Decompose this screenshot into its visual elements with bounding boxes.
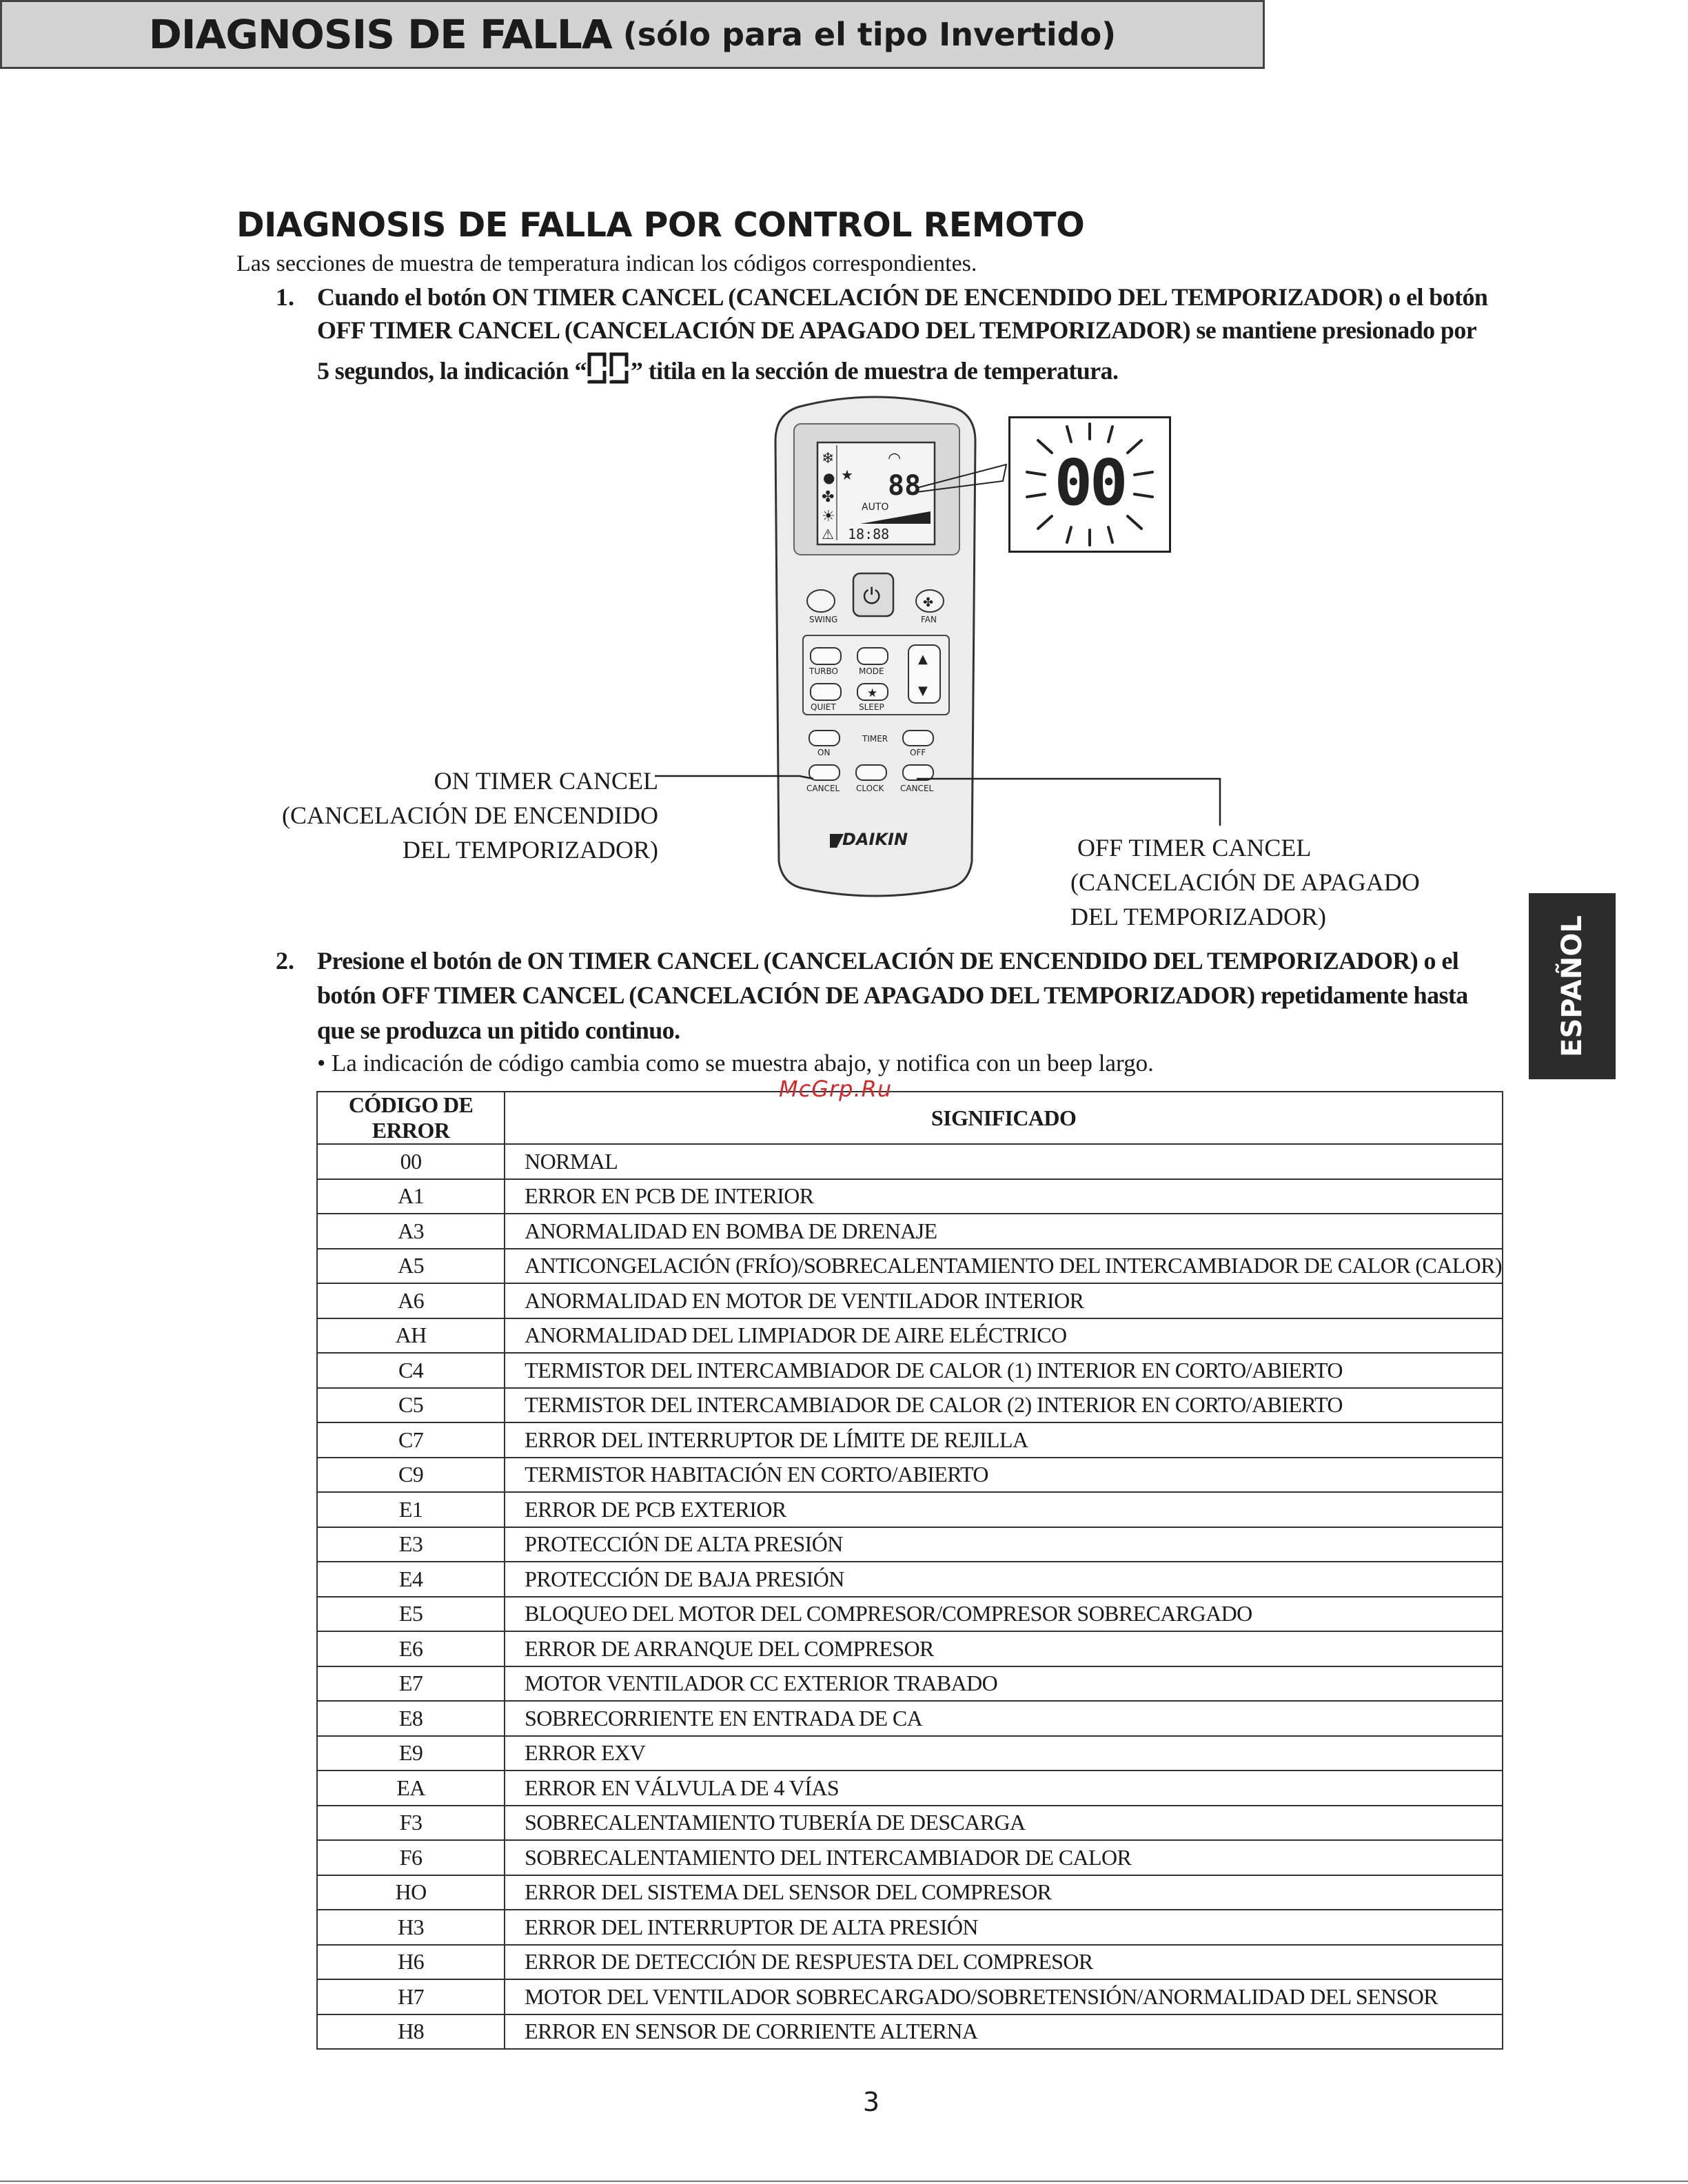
- error-meaning-cell: BLOQUEO DEL MOTOR DEL COMPRESOR/COMPRESOR SOBRECARGADO: [505, 1597, 1503, 1632]
- error-code-cell: E9: [317, 1736, 505, 1771]
- table-row: [317, 1666, 1503, 1702]
- error-meaning-cell: ANORMALIDAD EN BOMBA DE DRENAJE: [505, 1214, 1503, 1249]
- table-row: [317, 1249, 1503, 1284]
- star-icon: ★: [867, 686, 878, 700]
- table-row: [317, 2014, 1503, 2050]
- turbo-button: [811, 648, 841, 664]
- table-row: [317, 1458, 1503, 1493]
- lcd-clock: 18:88: [848, 526, 890, 542]
- error-code-cell: E5: [317, 1597, 505, 1632]
- table-row: [317, 1979, 1503, 2014]
- table-row: [317, 1214, 1503, 1249]
- language-tab-label: ESPAÑOL: [1556, 915, 1589, 1057]
- error-code-cell: E8: [317, 1701, 505, 1736]
- star-lcd-icon: ★: [841, 467, 853, 483]
- table-row: [317, 1597, 1503, 1632]
- table-row: [317, 1562, 1503, 1597]
- error-meaning-cell: PROTECCIÓN DE BAJA PRESIÓN: [505, 1562, 1503, 1597]
- step-2-line-1: Presione el botón de ON TIMER CANCEL (CANCELACIÓN DE ENCENDIDO DEL TEMPORIZADOR) o el: [317, 947, 1459, 974]
- error-code-cell: E6: [317, 1631, 505, 1666]
- error-meaning-cell: TERMISTOR DEL INTERCAMBIADOR DE CALOR (1) INTERIOR EN CORTO/ABIERTO: [505, 1353, 1503, 1388]
- error-meaning-cell: ERROR EN VÁLVULA DE 4 VÍAS: [505, 1770, 1503, 1806]
- error-meaning-cell: ERROR DE DETECCIÓN DE RESPUESTA DEL COMPRESOR: [505, 1945, 1503, 1980]
- language-tab: [1529, 893, 1616, 1079]
- fan-label: FAN: [921, 615, 937, 624]
- step-2-bullet: • La indicación de código cambia como se muestra abajo, y notifica con un beep largo.: [317, 1050, 1154, 1076]
- table-row: [317, 1388, 1503, 1423]
- error-code-cell: E7: [317, 1666, 505, 1702]
- step-1-line-3-pre: 5 segundos, la indicación “: [317, 357, 587, 385]
- error-meaning-cell: TERMISTOR DEL INTERCAMBIADOR DE CALOR (2) INTERIOR EN CORTO/ABIERTO: [505, 1388, 1503, 1423]
- error-code-cell: E1: [317, 1492, 505, 1527]
- page-title-subtitle: (sólo para el tipo Invertido): [622, 16, 1117, 53]
- lcd-temperature: 88: [888, 470, 922, 502]
- page-bottom-rule: [0, 2181, 1688, 2182]
- error-meaning-cell: ERROR DEL SISTEMA DEL SENSOR DEL COMPRESOR: [505, 1875, 1503, 1910]
- error-meaning-cell: ERROR EN SENSOR DE CORRIENTE ALTERNA: [505, 2014, 1503, 2050]
- error-code-cell: H6: [317, 1945, 505, 1980]
- step-1-line-1: Cuando el botón ON TIMER CANCEL (CANCELACIÓN DE ENCENDIDO DEL TEMPORIZADOR) o el botón: [317, 283, 1488, 311]
- error-meaning-cell: MOTOR VENTILADOR CC EXTERIOR TRABADO: [505, 1666, 1503, 1702]
- error-code-cell: A3: [317, 1214, 505, 1249]
- warning-icon: ⚠: [822, 526, 834, 542]
- timer-off-label: OFF: [910, 748, 926, 757]
- error-code-cell: HO: [317, 1875, 505, 1910]
- table-row: [317, 1840, 1503, 1875]
- error-meaning-cell: ANORMALIDAD DEL LIMPIADOR DE AIRE ELÉCTRICO: [505, 1318, 1503, 1354]
- error-meaning-cell: SOBRECALENTAMIENTO TUBERÍA DE DESCARGA: [505, 1806, 1503, 1841]
- intro-text: Las secciones de muestra de temperatura indican los códigos correspondientes.: [236, 251, 977, 276]
- error-code-cell: F3: [317, 1806, 505, 1841]
- timer-on-button: [809, 731, 840, 746]
- fan-icon: ✤: [923, 595, 934, 610]
- table-row: [317, 1527, 1503, 1562]
- error-code-cell: H8: [317, 2014, 505, 2050]
- step-2-line-3: que se produzca un pitido continuo.: [317, 1017, 680, 1044]
- table-row: [317, 1631, 1503, 1666]
- table-row: [317, 1806, 1503, 1841]
- error-code-cell: A6: [317, 1283, 505, 1318]
- on-cancel-callout-line-3: DEL TEMPORIZADOR): [403, 836, 658, 864]
- table-row: [317, 1353, 1503, 1388]
- error-code-cell: C9: [317, 1458, 505, 1493]
- error-code-cell: E4: [317, 1562, 505, 1597]
- error-meaning-cell: SOBRECALENTAMIENTO DEL INTERCAMBIADOR DE CALOR: [505, 1840, 1503, 1875]
- lcd-auto: AUTO: [862, 502, 889, 513]
- error-meaning-cell: SOBRECORRIENTE EN ENTRADA DE CA: [505, 1701, 1503, 1736]
- section-heading: DIAGNOSIS DE FALLA POR CONTROL REMOTO: [236, 205, 1085, 245]
- error-code-cell: C7: [317, 1422, 505, 1458]
- table-row: [317, 1318, 1503, 1354]
- table-row: [317, 1283, 1503, 1318]
- error-code-cell: H3: [317, 1910, 505, 1945]
- zoom-box: [1008, 416, 1171, 553]
- table-row: [317, 1945, 1503, 1980]
- error-code-cell: C5: [317, 1388, 505, 1423]
- timer-off-button: [903, 731, 933, 746]
- error-code-cell: E3: [317, 1527, 505, 1562]
- arrow-down-icon: ▼: [918, 684, 928, 698]
- error-code-cell: 00: [317, 1144, 505, 1179]
- drop-icon: ●: [823, 469, 835, 486]
- table-row: [317, 1144, 1503, 1179]
- error-code-cell: EA: [317, 1770, 505, 1806]
- blinking-digits-icon: [587, 351, 631, 386]
- error-meaning-cell: ERROR EXV: [505, 1736, 1503, 1771]
- error-meaning-cell: PROTECCIÓN DE ALTA PRESIÓN: [505, 1527, 1503, 1562]
- error-code-cell: AH: [317, 1318, 505, 1354]
- column-header-code: CÓDIGO DE ERROR: [317, 1092, 505, 1144]
- sun-icon: ☀: [822, 508, 835, 525]
- table-row: [317, 1910, 1503, 1945]
- error-meaning-cell: TERMISTOR HABITACIÓN EN CORTO/ABIERTO: [505, 1458, 1503, 1493]
- error-meaning-cell: ERROR DE ARRANQUE DEL COMPRESOR: [505, 1631, 1503, 1666]
- arrow-up-icon: ▲: [918, 652, 928, 666]
- off-cancel-callout-line-3: DEL TEMPORIZADOR): [1070, 903, 1326, 930]
- watermark: McGrp.Ru: [779, 1076, 893, 1102]
- table-row: [317, 1875, 1503, 1910]
- table-header-row: [317, 1092, 1503, 1144]
- error-code-cell: F6: [317, 1840, 505, 1875]
- table-row: [317, 1770, 1503, 1806]
- table-row: [317, 1179, 1503, 1214]
- page-title-banner: [0, 0, 1265, 69]
- step-1-number: 1.: [276, 283, 294, 311]
- zoom-code: 00: [1054, 446, 1126, 520]
- error-meaning-cell: ERROR DEL INTERRUPTOR DE LÍMITE DE REJILLA: [505, 1422, 1503, 1458]
- mode-button: [857, 648, 888, 664]
- sleep-label: SLEEP: [859, 702, 884, 712]
- power-icon: ⏻: [863, 583, 881, 609]
- step-2-line-2: botón OFF TIMER CANCEL (CANCELACIÓN DE APAGADO DEL TEMPORIZADOR) repetidamente hasta: [317, 981, 1468, 1009]
- error-meaning-cell: ANORMALIDAD EN MOTOR DE VENTILADOR INTERIOR: [505, 1283, 1503, 1318]
- step-1-line-2: OFF TIMER CANCEL (CANCELACIÓN DE APAGADO DEL TEMPORIZADOR) se mantiene presionado por: [317, 316, 1477, 344]
- error-meaning-cell: NORMAL: [505, 1144, 1503, 1179]
- table-row: [317, 1736, 1503, 1771]
- quiet-label: QUIET: [811, 702, 836, 712]
- off-cancel-callout-line-2: (CANCELACIÓN DE APAGADO: [1070, 868, 1420, 896]
- mode-label: MODE: [859, 666, 884, 676]
- on-cancel-callout-line-1: ON TIMER CANCEL: [434, 767, 658, 795]
- swing-button: [807, 590, 835, 612]
- off-cancel-callout: [1070, 830, 1420, 934]
- error-meaning-cell: ANTICONGELACIÓN (FRÍO)/SOBRECALENTAMIENTO DEL INTERCAMBIADOR DE CALOR (CALOR): [505, 1249, 1503, 1284]
- error-meaning-cell: MOTOR DEL VENTILADOR SOBRECARGADO/SOBRETENSIÓN/ANORMALIDAD DEL SENSOR: [505, 1979, 1503, 2014]
- table-row: [317, 1492, 1503, 1527]
- remote-brand: DAIKIN: [842, 830, 908, 849]
- quiet-button: [811, 684, 841, 700]
- timer-label: TIMER: [862, 734, 888, 744]
- swing-label: SWING: [809, 615, 838, 624]
- fan-lcd-icon: ✤: [822, 489, 835, 506]
- snowflake-icon: ❄: [822, 450, 835, 467]
- error-meaning-cell: ERROR EN PCB DE INTERIOR: [505, 1179, 1503, 1214]
- step-1-line-3-post: ” titila en la sección de muestra de temperatura.: [630, 357, 1119, 385]
- on-cancel-label: CANCEL: [806, 784, 840, 793]
- error-code-cell: A5: [317, 1249, 505, 1284]
- on-cancel-callout-line-2: (CANCELACIÓN DE ENCENDIDO: [282, 802, 658, 829]
- page-title: DIAGNOSIS DE FALLA: [148, 11, 612, 58]
- step-2-number: 2.: [276, 947, 294, 974]
- error-code-cell: H7: [317, 1979, 505, 2014]
- on-cancel-leader: [655, 776, 813, 779]
- column-header-meaning: SIGNIFICADO: [505, 1092, 1503, 1144]
- signal-icon: ◠: [888, 450, 902, 467]
- off-cancel-label: CANCEL: [900, 784, 934, 793]
- on-cancel-callout: [262, 764, 658, 867]
- step-1-line-3: [317, 351, 1118, 386]
- clock-label: CLOCK: [856, 784, 884, 793]
- error-meaning-cell: ERROR DEL INTERRUPTOR DE ALTA PRESIÓN: [505, 1910, 1503, 1945]
- off-cancel-leader: [917, 779, 1220, 826]
- error-code-cell: A1: [317, 1179, 505, 1214]
- error-code-table: [316, 1091, 1503, 2050]
- off-cancel-callout-line-1: OFF TIMER CANCEL: [1077, 834, 1312, 861]
- table-row: [317, 1422, 1503, 1458]
- error-meaning-cell: ERROR DE PCB EXTERIOR: [505, 1492, 1503, 1527]
- timer-on-label: ON: [817, 748, 831, 757]
- turbo-label: TURBO: [809, 666, 838, 676]
- table-row: [317, 1701, 1503, 1736]
- page-number: 3: [862, 2087, 880, 2117]
- error-code-cell: C4: [317, 1353, 505, 1388]
- table-body: [317, 1144, 1503, 2049]
